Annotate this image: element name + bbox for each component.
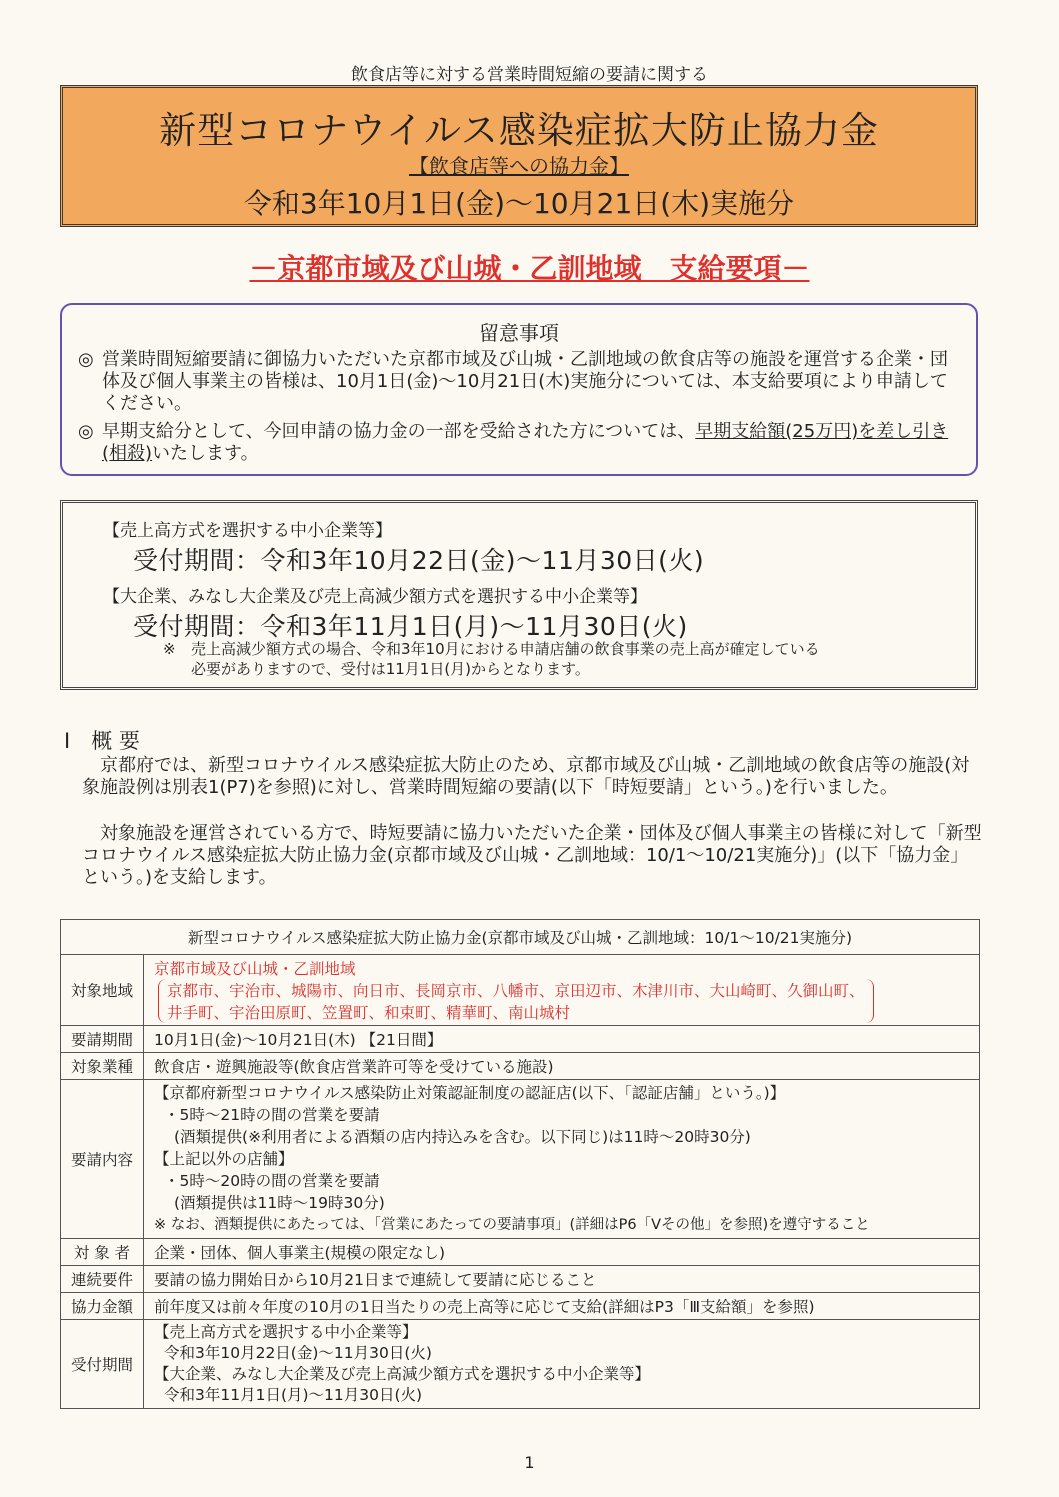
row-value: 要請の協力開始日から10月21日まで連続して要請に応じること [144, 1266, 980, 1293]
row-value: 飲食店・遊興施設等(飲食店営業許可等を受けている施設) [144, 1053, 980, 1080]
document-period: 令和3年10月1日(金)～10月21日(木)実施分 [243, 187, 795, 220]
table-row [61, 1239, 980, 1266]
early-payment-amount: 早期支給額(25万円)を [695, 421, 877, 442]
double-circle-mark: ◎ [78, 349, 94, 370]
large-company-label: 【大企業、みなし大企業及び売上高減少額方式を選択する中小企業等】 [103, 587, 647, 607]
row-label: 要請期間 [61, 1026, 144, 1053]
page-number: 1 [524, 1453, 535, 1472]
row-label: 対 象 者 [61, 1239, 144, 1266]
row-value: 前年度又は前々年度の10月の1日当たりの売上高等に応じて支給(詳細はP3「Ⅲ支給額」を参照) [144, 1293, 980, 1320]
table-row [61, 1053, 980, 1080]
overview-paragraph: 対象施設を運営されている方で、時短要請に協力いただいた企業・団体及び個人事業主の皆様に対して「新型コロナウイルス感染症拡大防止協力金(京都市域及び山城・乙訓地域：10/1～10/21実施分)」(以下「協力金」という。)を支給します。 [82, 823, 982, 888]
row-label: 対象業種 [61, 1053, 144, 1080]
table-row [61, 1293, 980, 1320]
content-line: ・5時～21時の間の営業を要請 [164, 1106, 380, 1124]
area-head: 京都市域及び山城・乙訓地域 [154, 960, 356, 978]
area-line: 京都市、宇治市、城陽市、向日市、長岡京市、八幡市、京田辺市、木津川市、大山崎町、久御山町、 [167, 982, 865, 1000]
row-label: 要請内容 [61, 1080, 144, 1239]
document-subtitle: 【飲食店等への協力金】 [409, 154, 629, 178]
note-text-part: いたします。 [152, 443, 259, 464]
content-line: 【京都府新型コロナウイルス感染防止対策認証制度の認証店(以下、「認証店舗」という。)】 [154, 1084, 786, 1102]
notes-title: 留意事項 [479, 321, 559, 345]
note-text [102, 421, 962, 465]
row-value: 10月1日(金)～10月21日(木) 【21日間】 [144, 1026, 980, 1053]
note-text-part: 早期支給分として、今回申請の協力金の一部を受給された方については、 [102, 421, 696, 442]
table-caption: 新型コロナウイルス感染症拡大防止協力金(京都市域及び山城・乙訓地域：10/1～10/21実施分) [61, 920, 980, 955]
reception-cell [144, 1320, 980, 1409]
title-banner [60, 85, 978, 227]
overview-heading: Ⅰ 概 要 [64, 729, 140, 753]
table-row [61, 1266, 980, 1293]
content-line: (酒類提供(※利用者による酒類の店内持込みを含む。以下同じ)は11時～20時30分) [174, 1128, 751, 1146]
row-label: 協力金額 [61, 1293, 144, 1320]
double-circle-mark: ◎ [78, 421, 94, 442]
reception-line: 【売上高方式を選択する中小企業等】 [154, 1323, 418, 1341]
reception-line: 令和3年11月1日(月)～11月30日(火) [164, 1386, 423, 1404]
note-text: 営業時間短縮要請に御協力いただいた京都市域及び山城・乙訓地域の飲食店等の施設を運営する企業・団体及び個人事業主の皆様は、10月1日(金)～10月21日(木)実施分については、本支給要項により申請してください。 [102, 349, 948, 414]
content-line: ※ なお、酒類提供にあたっては、「営業にあたっての要請事項」(詳細はP6「Ⅴその他」を参照)を遵守すること [154, 1217, 870, 1233]
large-company-period: 受付期間：令和3年11月1日(月)～11月30日(火) [133, 612, 688, 641]
reception-line: 令和3年10月22日(金)～11月30日(火) [164, 1344, 432, 1362]
sme-label: 【売上高方式を選択する中小企業等】 [103, 521, 392, 541]
notes-box [60, 303, 978, 476]
offset-text: 差し引き(相殺) [102, 421, 949, 464]
area-municipalities [158, 979, 874, 1023]
request-content-cell [144, 1080, 980, 1239]
area-line: 井手町、宇治田原町、笠置町、和束町、精華町、南山城村 [167, 1004, 571, 1022]
table-row [61, 955, 980, 1026]
document-supertitle: 飲食店等に対する営業時間短縮の要請に関する [351, 65, 708, 85]
reception-line: 【大企業、みなし大企業及び売上高減少額方式を選択する中小企業等】 [154, 1365, 651, 1383]
table-caption-row [61, 920, 980, 955]
row-label: 受付期間 [61, 1320, 144, 1409]
table-row [61, 1080, 980, 1239]
row-label: 連続要件 [61, 1266, 144, 1293]
area-cell [144, 955, 980, 1026]
note-item [78, 349, 962, 415]
summary-table [60, 919, 980, 1409]
content-line: (酒類提供は11時～19時30分) [174, 1194, 385, 1212]
sme-period: 受付期間：令和3年10月22日(金)～11月30日(火) [133, 546, 705, 575]
content-line: 【上記以外の店舗】 [154, 1150, 294, 1168]
table-row [61, 1320, 980, 1409]
reception-period-box [60, 500, 978, 690]
row-label: 対象地域 [61, 955, 144, 1026]
region-heading: －京都市域及び山城・乙訓地域 支給要項－ [249, 252, 810, 285]
content-line: ・5時～20時の間の営業を要請 [164, 1172, 380, 1190]
document-title: 新型コロナウイルス感染症拡大防止協力金 [159, 109, 879, 152]
reception-note-line: 売上高減少額方式の場合、令和3年10月における申請店舗の飲食事業の売上高が確定している [191, 640, 820, 658]
overview-paragraph: 京都府では、新型コロナウイルス感染症拡大防止のため、京都市域及び山城・乙訓地域の飲食店等の施設(対象施設例は別表1(P7)を参照)に対し、営業時間短縮の要請(以下「時短要請」という。)を行いました。 [82, 755, 970, 798]
row-value: 企業・団体、個人事業主(規模の限定なし) [144, 1239, 980, 1266]
table-row [61, 1026, 980, 1053]
reception-note-line: 必要がありますので、受付は11月1日(月)からとなります。 [191, 660, 590, 678]
note-item [78, 421, 962, 465]
note-mark: ※ [163, 640, 176, 658]
